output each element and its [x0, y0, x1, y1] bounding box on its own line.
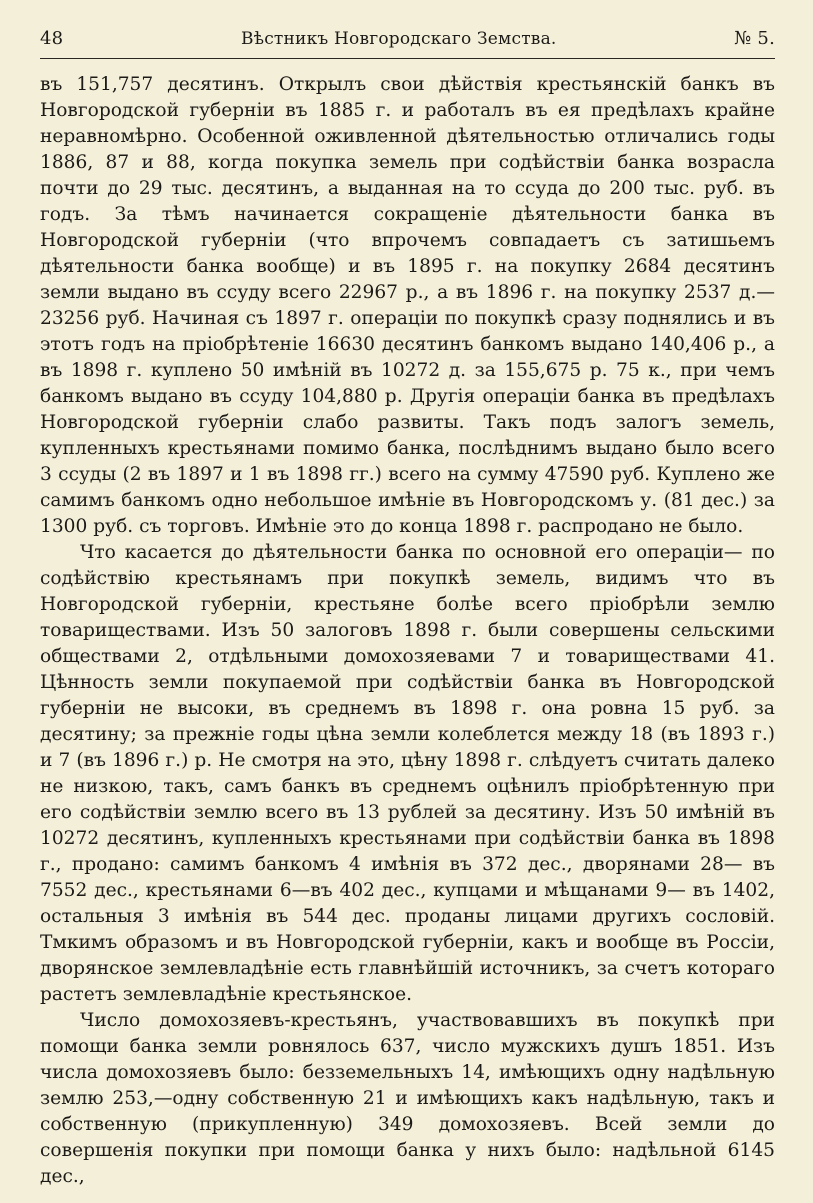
paragraph: Число домохозяевъ-крестьянъ, участвовавшихъ въ покупкѣ при помощи банка земли ровнялось 637, число мужскихъ душъ 1851. Изъ числа домохозяевъ было: безземельныхъ 14, имѣющихъ одну надѣльную землю 253,—одну собственную 21 и имѣющихъ какъ надѣльную, такъ и собственную (прикупленную) 349 домохозяевъ. Всей земли до совершенія покупки при помощи банка у нихъ было: надѣльной 6145 дес., — [40, 1010, 775, 1187]
page-number: 48 — [40, 28, 64, 49]
header-rule — [40, 58, 775, 59]
page-header — [40, 28, 775, 54]
paragraph: Что касается до дѣятельности банка по основной его операціи— по содѣйствію крестьянамъ при покупкѣ земель, видимъ что въ Новгородской губерніи, крестьяне болѣе всего пріобрѣли землю товариществами. Изъ 50 залоговъ 1898 г. были совершены сельскими обществами 2, отдѣльными домохозяевами 7 и товариществами 41. Цѣнность земли покупаемой при содѣйствіи банка въ Новгородской губерніи не высоки, въ среднемъ въ 1898 г. она ровна 15 руб. за десятину; за прежніе годы цѣна земли колеблется между 18 (въ 1893 г.) и 7 (въ 1896 г.) р. Не смотря на это, цѣну 1898 г. слѣдуетъ считать далеко не низкою, такъ, самъ банкъ въ среднемъ оцѣнилъ пріобрѣтенную при его содѣйствіи землю всего въ 13 рублей за десятину. Изъ 50 имѣній въ 10272 десятинъ, купленныхъ крестьянами при содѣйствіи банка въ 1898 г., продано: самимъ банкомъ 4 имѣнія въ 372 дес., дворянами 28— въ 7552 дес., крестьянами 6—въ 402 дес., купцами и мѣщанами 9— въ 1402, остальныя 3 имѣнія въ 544 дес. проданы лицами другихъ сословій. Тмкимъ образомъ и въ Новгородской губерніи, какъ и вообще въ Россіи, дворянское землевладѣніе есть главнѣйшій источникъ, за счетъ котораго растетъ землевладѣніе крестьянское. — [40, 542, 775, 1005]
issue-number: № 5. — [734, 28, 775, 49]
paragraph: въ 151,757 десятинъ. Открылъ свои дѣйствія крестьянскій банкъ въ Новгородской губерніи въ 1885 г. и работалъ въ ея предѣлахъ крайне неравномѣрно. Особенной оживленной дѣятельностью отличались годы 1886, 87 и 88, когда покупка земель при содѣйствіи банка возрасла почти до 29 тыс. десятинъ, а выданная на то ссуда до 200 тыс. руб. въ годъ. За тѣмъ начинается сокращеніе дѣятельности банка въ Новгородской губерніи (что впрочемъ совпадаетъ съ затишьемъ дѣятельности банка вообще) и въ 1895 г. на покупку 2684 десятинъ земли выдано въ ссуду всего 22967 р., а въ 1896 г. на покупку 2537 д.— 23256 руб. Начиная съ 1897 г. операціи по покупкѣ сразу поднялись и въ этотъ годъ на пріобрѣтеніе 16630 десятинъ банкомъ выдано 140,406 р., а въ 1898 г. куплено 50 имѣній въ 10272 д. за 155,675 р. 75 к., при чемъ банкомъ выдано въ ссуду 104,880 р. Другія операціи банка въ предѣлахъ Новгородской губерніи слабо развиты. Такъ подъ залогъ земель, купленныхъ крестьянами помимо банка, послѣднимъ выдано было всего 3 ссуды (2 въ 1897 и 1 въ 1898 гг.) всего на сумму 47590 руб. Куплено же самимъ банкомъ одно небольшое имѣніе въ Новгородскомъ у. (81 дес.) за 1300 руб. съ торговъ. Имѣніе это до конца 1898 г. распродано не было. — [40, 74, 775, 537]
article-body — [40, 72, 775, 1190]
journal-title: Вѣстникъ Новгородскаго Земства. — [241, 29, 557, 49]
